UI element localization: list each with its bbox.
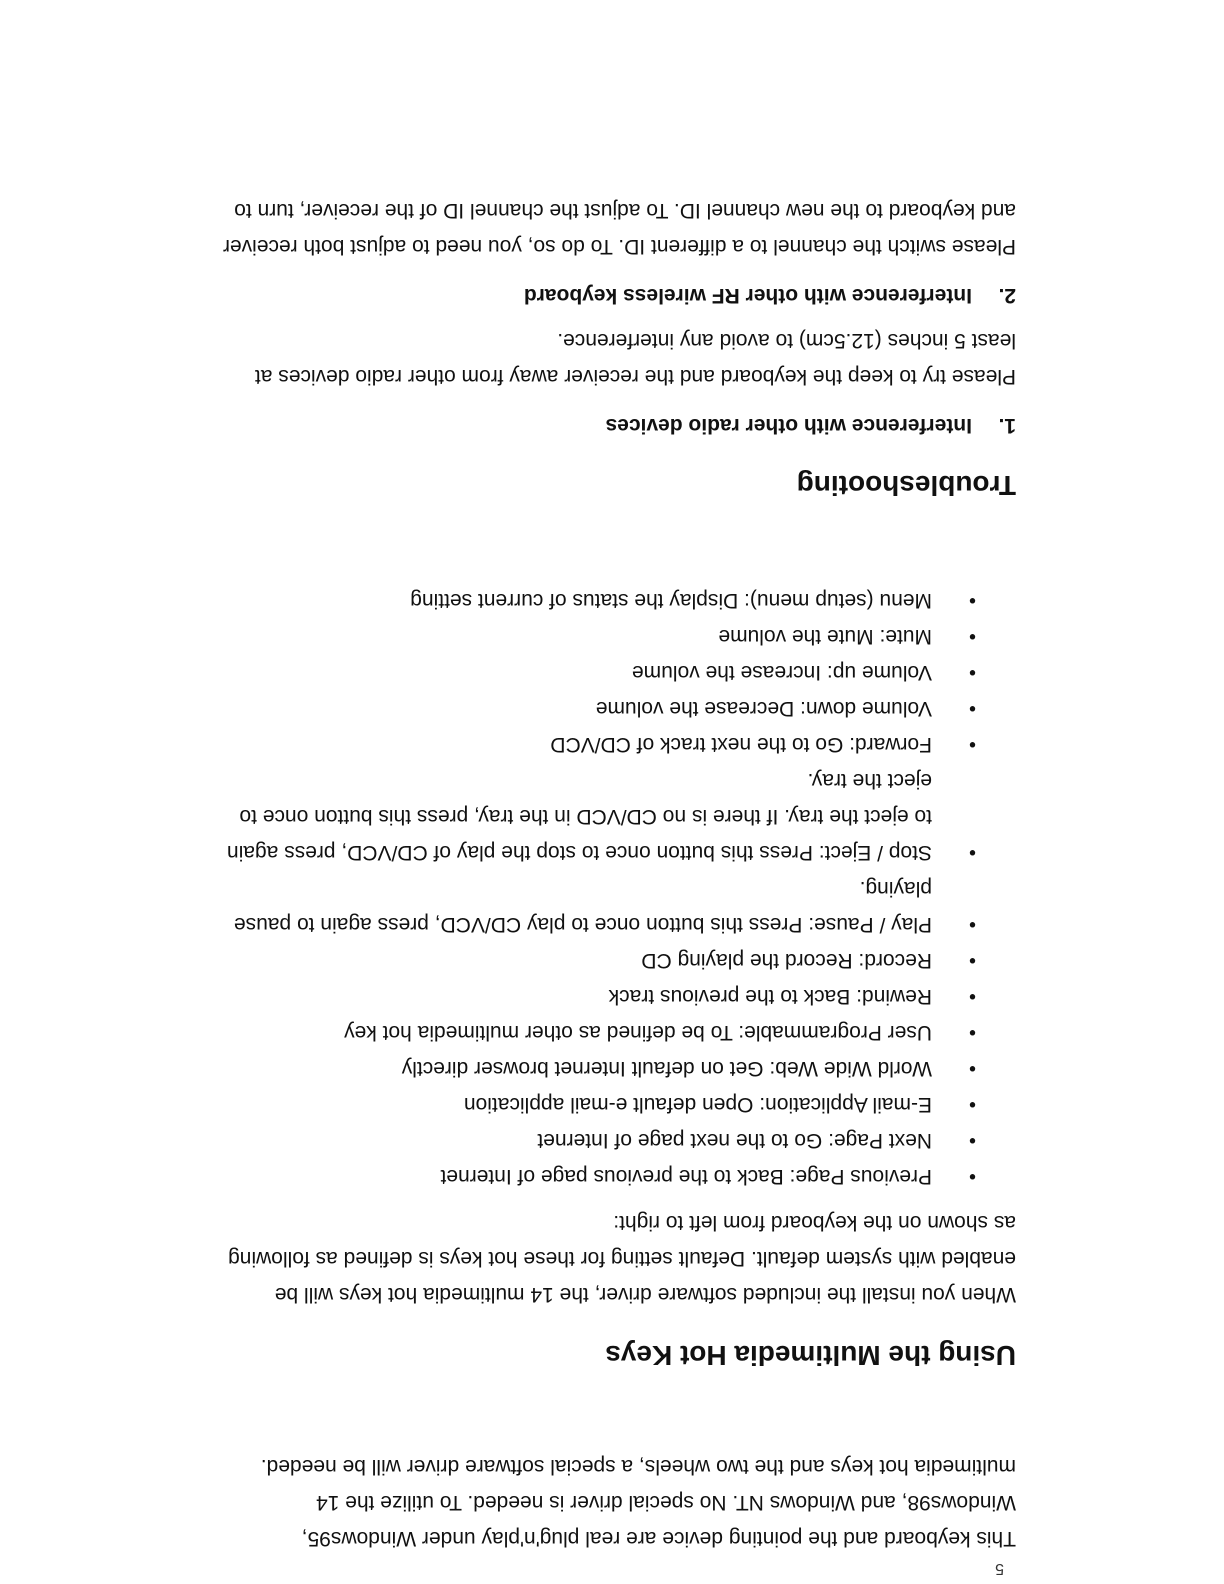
intro-line: multimedia hot keys and the two wheels, a special software driver will be needed. (260, 1455, 1016, 1478)
intro-line: This keyboard and the pointing device are real plug'n'play under Windows95, (301, 1527, 1016, 1550)
troubleshooting-paragraph-2 (186, 192, 1016, 264)
bullet-glyph: • (968, 625, 976, 647)
subheading-title: Interference with other RF wireless keyboard (523, 284, 972, 307)
page-number: 5 (995, 1560, 1004, 1577)
intro-line: Windows98, and Windows NT. No special driver is needed. To utilize the 14 (316, 1491, 1016, 1514)
bullet-glyph: • (968, 661, 976, 683)
hotkey-list-item (186, 942, 1016, 978)
hotkey-item-line: Volume up: Increase the volume (631, 661, 932, 684)
bullet-glyph: • (968, 949, 976, 971)
hotkey-list-item (186, 978, 1016, 1014)
hotkey-list-item (186, 870, 1016, 942)
hotkey-item-line: World Wide Web: Get on default Internet browser directly (401, 1057, 932, 1080)
bullet-glyph: • (968, 1057, 976, 1079)
bullet-glyph: • (968, 733, 976, 755)
troubleshooting-line: Please try to keep the keyboard and the receiver away from other radio devices at (254, 365, 1016, 388)
troubleshooting-heading: Troubleshooting (796, 470, 1016, 501)
bullet-glyph: • (968, 1165, 976, 1187)
bullet-glyph: • (968, 841, 976, 863)
bullet-glyph: • (968, 697, 976, 719)
hotkey-item-line: Forward: Go to the next track of CD/VCD (550, 733, 932, 756)
hotkey-list-item (186, 1086, 1016, 1122)
hotkey-item-line: Previous Page: Back to the previous page of Internet (440, 1165, 932, 1188)
hotkey-list-item (186, 1050, 1016, 1086)
troubleshooting-line: Please switch the channel to a different ID. To do so, you need to adjust both receiver (222, 235, 1016, 258)
hotkey-item-line: to eject the tray. If there is no CD/VCD in the tray, press this button once to (239, 805, 932, 828)
hotkey-list-item (186, 618, 1016, 654)
hotkeys-intro-line: enabled with system default. Default setting for these hot keys is defined as following (228, 1247, 1016, 1270)
hotkey-list-item (186, 690, 1016, 726)
hotkeys-intro-line: as shown on the keyboard from left to right: (613, 1211, 1016, 1234)
subheading-title: Interference with other radio devices (605, 414, 972, 437)
hotkeys-intro-paragraph (186, 1204, 1016, 1312)
hotkey-list-item (186, 1014, 1016, 1050)
hotkeys-intro-line: When you install the included software driver, the 14 multimedia hot keys will be (274, 1283, 1016, 1306)
intro-paragraph (186, 1448, 1016, 1556)
hotkey-item-line: eject the tray. (807, 769, 932, 792)
hotkeys-heading: Using the Multimedia Hot Keys (605, 1340, 1016, 1371)
troubleshooting-subheading-2 (524, 280, 1016, 310)
bullet-glyph: • (968, 1021, 976, 1043)
troubleshooting-subheading-1 (606, 410, 1016, 440)
hotkey-item-line: E-mail Application: Open default e-mail application (463, 1093, 932, 1116)
subheading-number: 2. (998, 284, 1016, 307)
hotkey-list-item (186, 726, 1016, 762)
hotkey-item-line: User Programmable: To be defined as other multimedia hot key (344, 1021, 932, 1044)
hotkey-item-line: Volume down: Decrease the volume (595, 697, 932, 720)
hotkey-list-item (186, 582, 1016, 618)
hotkey-list-item (186, 654, 1016, 690)
hotkey-list-item (186, 1122, 1016, 1158)
hotkey-item-line: Play / Pause: Press this button once to play CD/VCD, press again to pause (233, 913, 932, 936)
hotkey-list-item (186, 1158, 1016, 1194)
bullet-glyph: • (968, 913, 976, 935)
hotkey-item-line: Stop / Eject: Press this button once to stop the play of CD/VCD, press again (226, 841, 932, 864)
bullet-glyph: • (968, 985, 976, 1007)
hotkey-item-line: Record: Record the playing CD (641, 949, 932, 972)
hotkey-item-line: Mute: Mute the volume (718, 625, 932, 648)
hotkey-list (186, 582, 1016, 1194)
bullet-glyph: • (968, 1093, 976, 1115)
troubleshooting-paragraph-1 (186, 322, 1016, 394)
hotkey-item-line: playing. (859, 877, 932, 900)
troubleshooting-line: least 5 inches (12.5cm) to avoid any interference. (557, 329, 1016, 352)
subheading-number: 1. (998, 414, 1016, 437)
troubleshooting-line: and keyboard to the new channel ID. To adjust the channel ID of the receiver, turn to (234, 199, 1016, 222)
hotkey-item-line: Rewind: Back to the previous track (608, 985, 932, 1008)
hotkey-item-line: Menu (setup menu): Display the status of current setting (410, 589, 932, 612)
hotkey-item-line: Next Page: Go to the next page of Internet (537, 1129, 932, 1152)
hotkey-list-item (186, 762, 1016, 870)
bullet-glyph: • (968, 1129, 976, 1151)
bullet-glyph: • (968, 589, 976, 611)
